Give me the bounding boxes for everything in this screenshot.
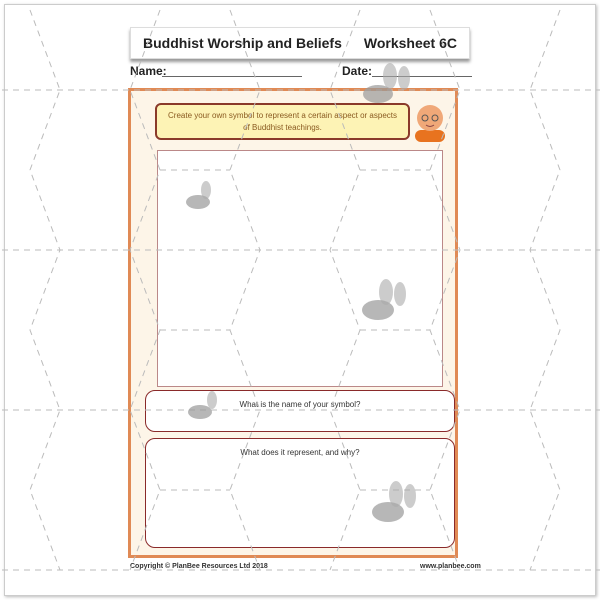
bee-watermark-icon: [178, 180, 218, 212]
date-label: Date:: [342, 64, 373, 78]
title-box: [130, 27, 470, 59]
symbol-meaning-question: What does it represent, and why?: [240, 448, 360, 457]
bee-watermark-icon: [350, 278, 410, 328]
worksheet-number: Worksheet 6C: [363, 35, 457, 51]
instruction-bubble: Create your own symbol to represent a certain aspect or aspects of Buddhist teachings.: [155, 103, 410, 140]
worksheet-title: Buddhist Worship and Beliefs: [143, 35, 342, 51]
symbol-name-question: What is the name of your symbol?: [239, 400, 361, 409]
bee-watermark-icon: [360, 62, 415, 110]
name-label: Name:: [130, 64, 167, 78]
bee-watermark-icon: [360, 480, 420, 530]
bee-watermark-icon: [180, 390, 225, 424]
copyright-text: Copyright © PlanBee Resources Ltd 2018: [130, 563, 268, 570]
website-link[interactable]: www.planbee.com: [420, 563, 481, 570]
name-line[interactable]: [162, 76, 302, 77]
monk-icon: [413, 100, 447, 142]
